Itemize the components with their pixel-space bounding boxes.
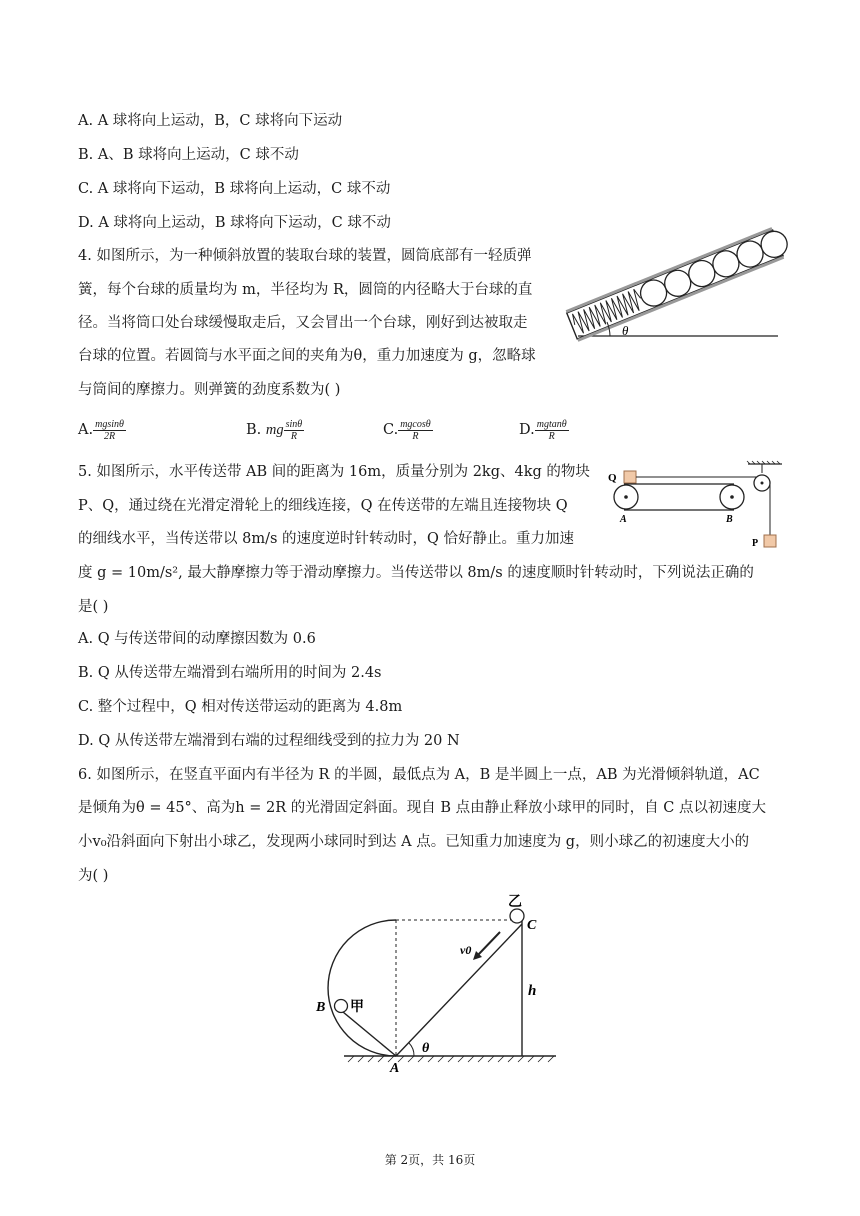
q4-option-b-label: B.: [246, 422, 262, 438]
q6-track-ab: [337, 1007, 396, 1056]
page-footer: 第 2页，共 16页: [384, 1153, 476, 1167]
q6-semicircle-figure: [316, 892, 570, 1082]
q6-label-yi: 乙: [508, 895, 522, 910]
q4-tube: [566, 224, 793, 342]
q6-line-1: 6. 如图所示，在竖直平面内有半径为 R 的半圆，最低点为 A，B 是半圆上一点，AB 为光滑倾斜轨道，AC: [78, 767, 760, 783]
q6-angle-arc: [409, 1043, 414, 1056]
q5-option-c: C. 整个过程中，Q 相对传送带运动的距离为 4.8m: [78, 699, 403, 715]
q4-option-c-label: C.: [383, 422, 399, 438]
q5-line-3: 的细线水平，当传送带以 8m/s 的速度逆时针转动时，Q 恰好静止。重力加速: [78, 531, 575, 547]
q4-line-2: 簧，每个台球的质量均为 m，半径均为 R，圆筒的内径略大于台球的直: [78, 282, 533, 298]
q6-label-v0: v0: [460, 943, 472, 957]
q5-option-b: B. Q 从传送带左端滑到右端所用的时间为 2.4s: [78, 665, 382, 681]
q4-line-5: 与筒间的摩擦力。则弹簧的劲度系数为( ): [78, 382, 341, 398]
q4-line-3: 径。当将筒口处台球缓慢取走后，又会冒出一个台球，刚好到达被取走: [78, 315, 528, 331]
q4-line-4: 台球的位置。若圆筒与水平面之间的夹角为θ，重力加速度为 g，忽略球: [78, 348, 536, 364]
q3-option-b: B. A、B 球将向上运动，C 球不动: [78, 147, 299, 163]
q5-option-d: D. Q 从传送带左端滑到右端的过程细线受到的拉力为 20 N: [78, 733, 460, 749]
q6-line-2: 是倾角为θ = 45°、高为h = 2R 的光滑固定斜面。现自 B 点由静止释放小球甲的同时，自 C 点以初速度大: [78, 800, 766, 816]
q5-line-5: 是( ): [78, 599, 109, 615]
q4-option-d-label: D.: [519, 422, 535, 438]
q4-option-a-numerator: mgsinθ: [95, 418, 124, 430]
q4-option-c: [383, 418, 433, 442]
q3-option-c: C. A 球将向下运动，B 球将向上运动，C 球不动: [78, 181, 391, 197]
q6-label-jia: 甲: [350, 1000, 364, 1015]
q5-conveyor-figure: [602, 460, 788, 552]
q6-semicircle: [328, 920, 396, 1056]
q4-line-1: 4. 如图所示，为一种倾斜放置的装取台球的装置，圆筒底部有一轻质弹: [78, 248, 532, 264]
q6-ball-jia: [335, 1000, 348, 1013]
q3-option-d: D. A 球将向上运动，B 球将向下运动，C 球不动: [78, 215, 391, 231]
q4-option-b-denominator: R: [290, 430, 297, 442]
q4-option-d: [519, 418, 569, 442]
q6-line-4: 为( ): [78, 868, 109, 884]
q3-option-a: A. A 球将向上运动，B，C 球将向下运动: [78, 113, 343, 129]
q4-option-c-denominator: R: [412, 430, 419, 442]
q5-line-2: P、Q，通过绕在光滑定滑轮上的细线连接，Q 在传送带的左端且连接物块 Q: [78, 498, 568, 514]
q5-option-a: A. Q 与传送带间的动摩擦因数为 0.6: [78, 631, 316, 647]
q6-ball-yi: [510, 909, 524, 923]
q6-incline-ac: [396, 924, 522, 1056]
q4-option-a: [78, 418, 126, 442]
q4-option-b-prefix: mg: [265, 422, 284, 438]
q4-option-d-numerator: mgtanθ: [536, 418, 567, 430]
q5-line-1: 5. 如图所示，水平传送带 AB 间的距离为 16m，质量分别为 2kg、4kg 的物块: [78, 464, 590, 480]
q4-angle-label: θ: [622, 323, 629, 338]
q6-label-a: A: [390, 1061, 400, 1076]
q4-option-a-denominator: 2R: [103, 430, 116, 442]
q6-label-c: C: [527, 918, 537, 933]
q4-option-b-numerator: sinθ: [285, 418, 303, 430]
q5-label-b: B: [726, 514, 733, 525]
q5-label-p: P: [752, 538, 759, 549]
q4-option-d-denominator: R: [548, 430, 555, 442]
q6-label-h: h: [528, 983, 537, 999]
q5-block-q: [624, 471, 636, 483]
q6-velocity-arrow: [477, 932, 500, 956]
q5-label-a: A: [620, 514, 627, 525]
q6-line-3: 小v₀沿斜面向下射出小球乙，发现两小球同时到达 A 点。已知重力加速度为 g，则小球乙的初速度大小的: [78, 834, 750, 850]
q5-line-4: 度 g = 10m/s², 最大静摩擦力等于滑动摩擦力。当传送带以 8m/s 的速度顺时针转动时，下列说法正确的: [78, 565, 754, 581]
q4-option-a-label: A.: [78, 422, 94, 438]
q5-block-p: [764, 535, 776, 547]
q4-option-c-numerator: mgcosθ: [400, 418, 431, 430]
q4-option-b: [246, 418, 304, 442]
q4-tube-figure: [560, 236, 790, 346]
q6-label-b: B: [316, 1000, 326, 1015]
q5-label-q: Q: [608, 472, 617, 484]
q6-label-theta: θ: [422, 1041, 430, 1056]
